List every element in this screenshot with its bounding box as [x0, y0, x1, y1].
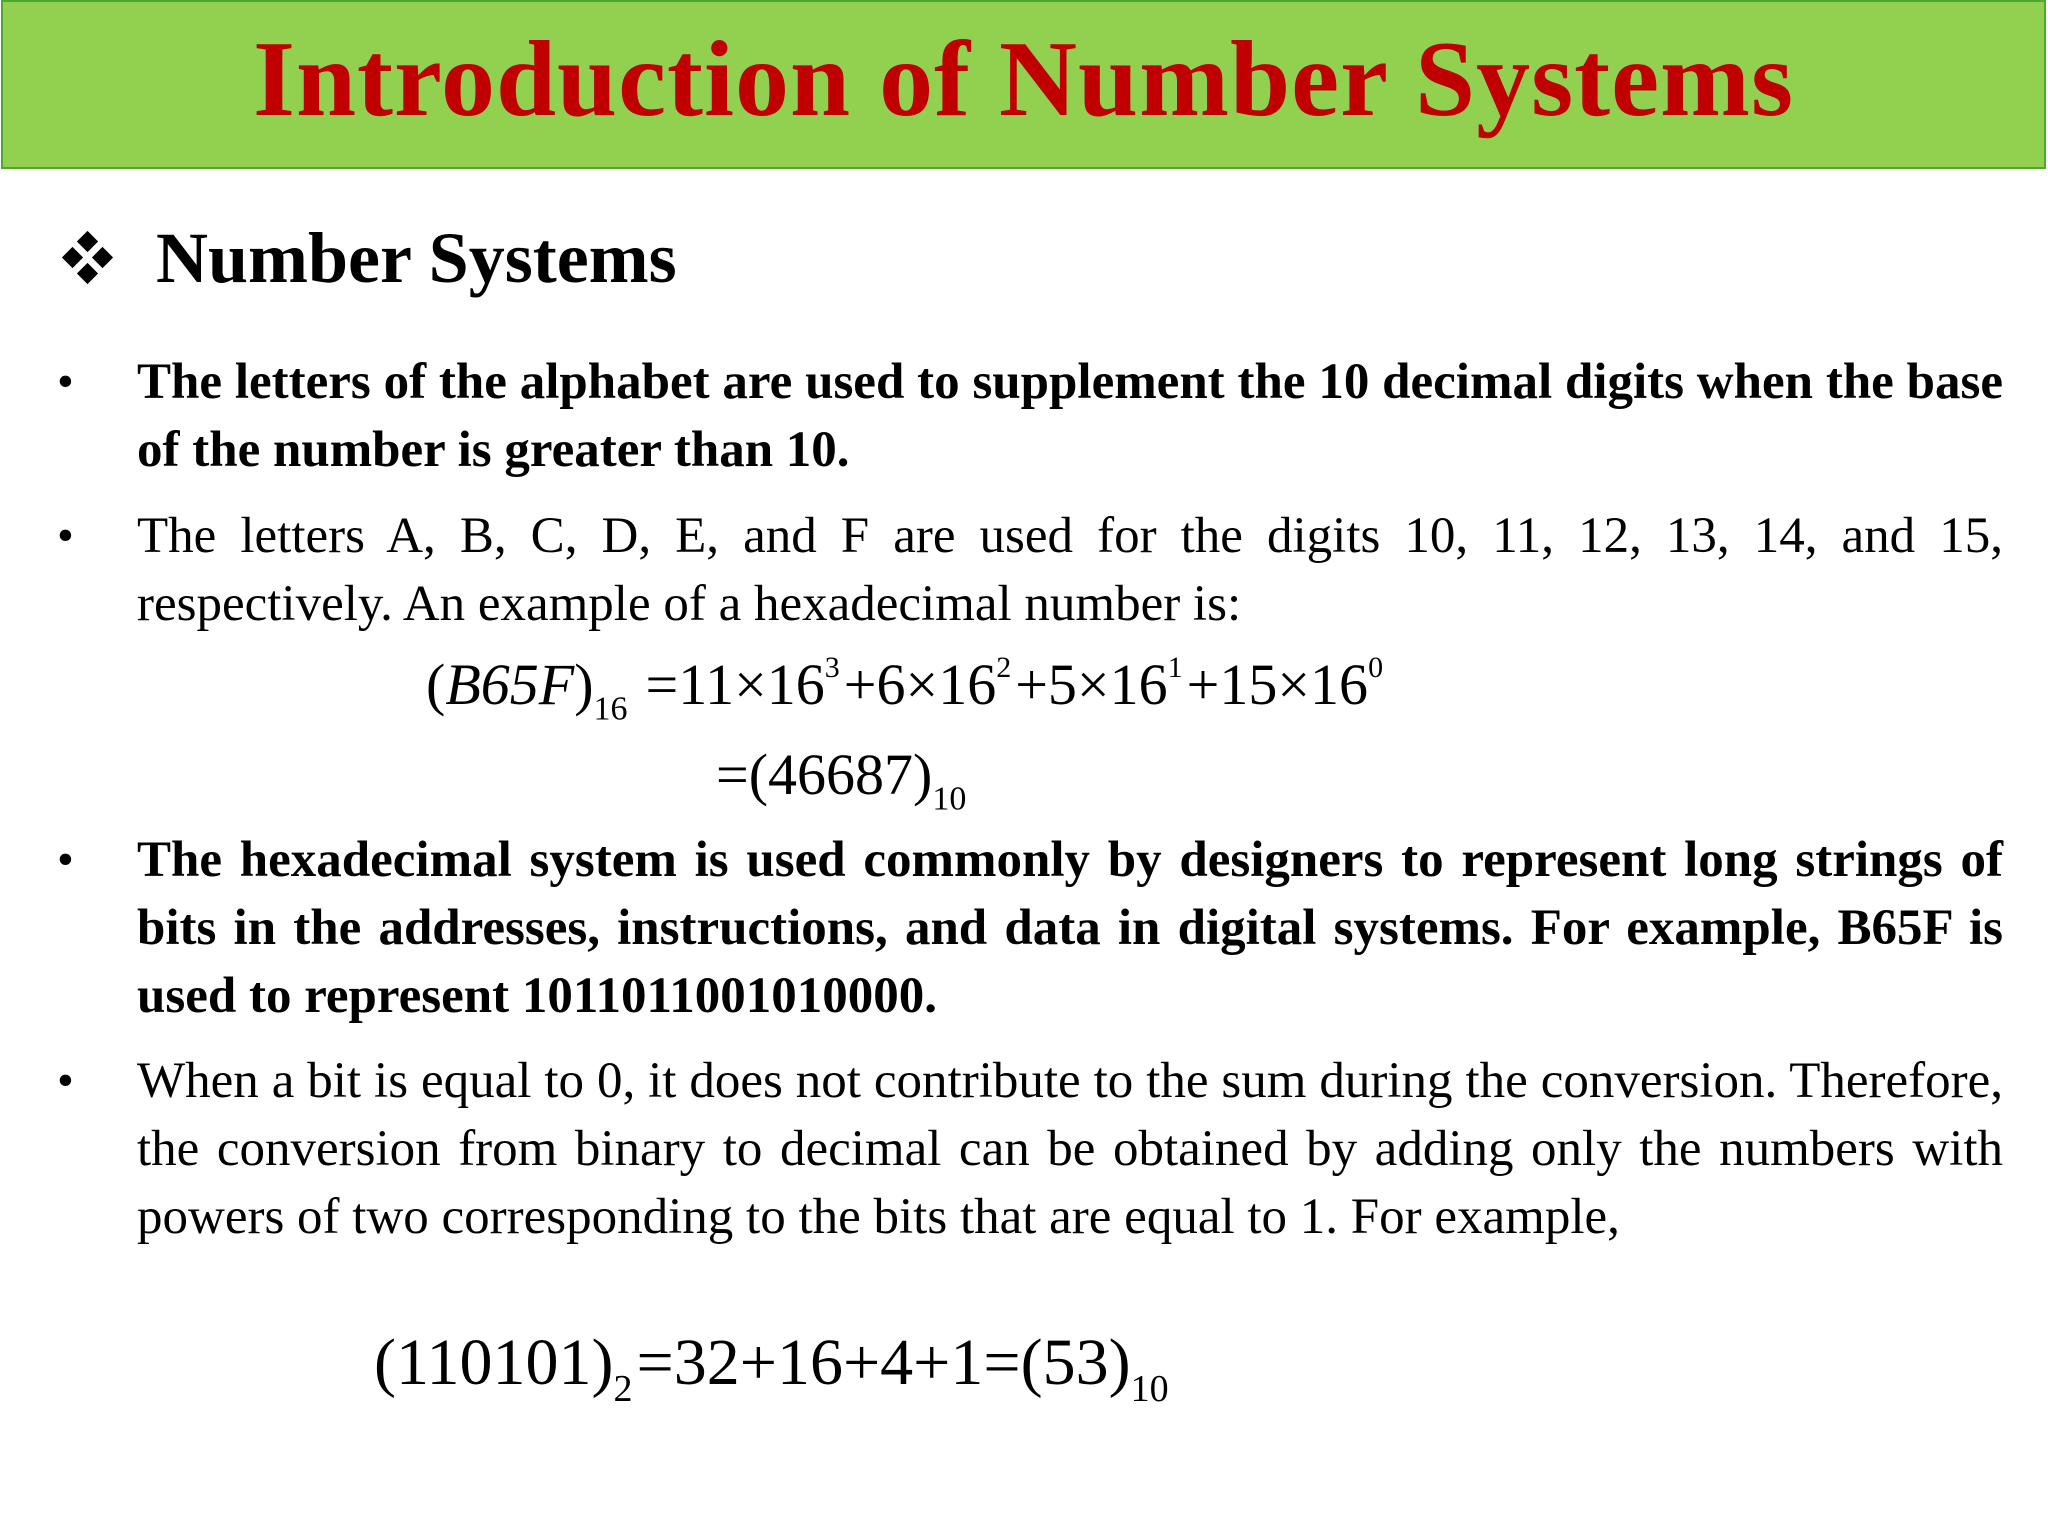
four-diamond-bullet-icon — [60, 230, 116, 286]
bullet-text-4: When a bit is equal to 0, it does not contribute to the sum during the conversion. Therefore, the conversion from binary to decimal can be obtained by adding only the numbers with powers of two corresponding to the bits that are equal to 1. For example, — [137, 1053, 2003, 1245]
eq-hex-base: 16 — [593, 690, 628, 728]
eq-decimal-result: =(46687) — [716, 742, 933, 807]
eq-term-1: 11×16 — [678, 652, 825, 717]
equation-hex-result — [716, 742, 967, 818]
equation-hex-expansion — [426, 653, 1383, 726]
eq-close-paren: ) — [574, 652, 594, 717]
bullet-marker: • — [57, 833, 74, 886]
eq-decimal-base: 10 — [932, 780, 967, 818]
slide-title: Introduction of Number Systems — [252, 19, 1795, 139]
eq-term-2: +6×16 — [843, 652, 997, 717]
bullet-item-2 — [55, 502, 2003, 638]
bullet-text-2: The letters A, B, C, D, E, and F are used for the digits 10, 11, 12, 13, 14, and 15, respectively. An example of a hexadecimal number is: — [137, 508, 2003, 632]
eq-open-paren: ( — [426, 652, 446, 717]
eq-term-3: +5×16 — [1015, 652, 1168, 717]
eq-binary-value: (110101) — [374, 1326, 614, 1399]
eq-power-3: 1 — [1167, 651, 1183, 684]
eq-power-2: 2 — [996, 651, 1012, 684]
bullet-marker: • — [57, 1054, 74, 1107]
eq-binary-sum: =32+16+4+1=(53) — [636, 1326, 1131, 1399]
bullet-item-1 — [55, 348, 2003, 484]
title-banner — [1, 0, 2046, 169]
heading-text: Number Systems — [156, 218, 677, 298]
eq-power-1: 3 — [824, 651, 840, 684]
eq-equals: = — [645, 652, 679, 717]
bullet-marker: • — [57, 509, 74, 562]
bullet-text-3: The hexadecimal system is used commonly by designers to represent long strings of bits in the addresses, instructions, and data in digital systems. For example, B65F is used to represent 1011011001010000. — [137, 832, 2003, 1024]
section-heading — [60, 218, 677, 298]
bullet-item-3 — [55, 826, 2003, 1030]
eq-power-4: 0 — [1368, 651, 1384, 684]
eq-binary-result-base: 10 — [1130, 1368, 1169, 1411]
bullet-marker: • — [57, 355, 74, 408]
eq-term-4: +15×16 — [1186, 652, 1369, 717]
eq-hex-value: B65F — [445, 652, 575, 717]
bullet-text-1: The letters of the alphabet are used to supplement the 10 decimal digits when the base of the number is greater than 10. — [137, 354, 2003, 478]
equation-binary-to-decimal — [374, 1326, 1169, 1411]
bullet-item-4 — [55, 1047, 2003, 1251]
eq-binary-base: 2 — [613, 1368, 633, 1411]
